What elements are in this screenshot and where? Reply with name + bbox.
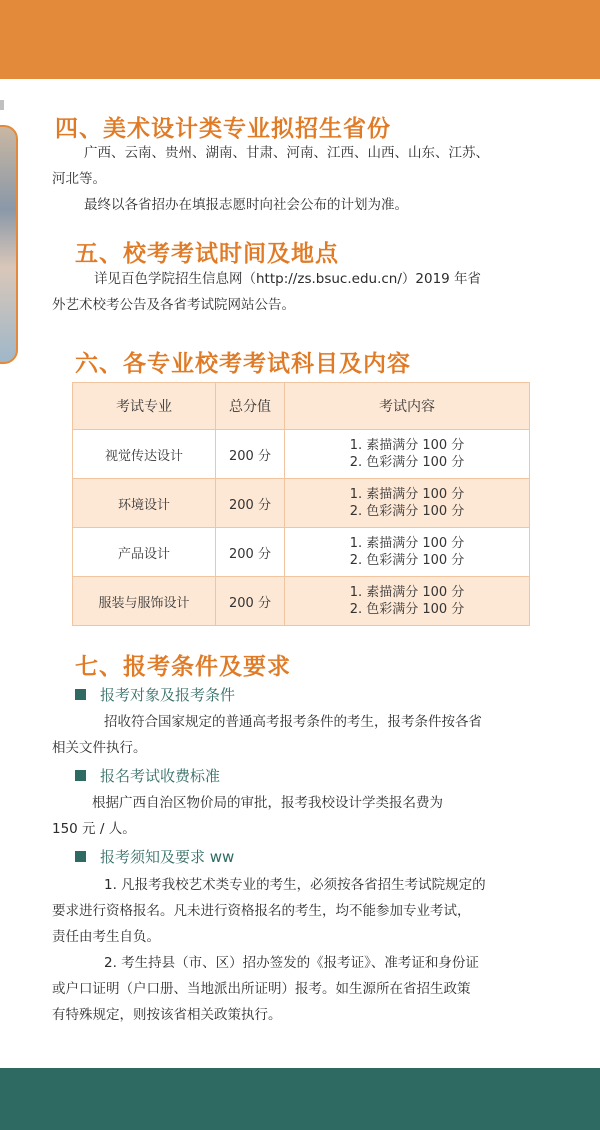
table-row (73, 430, 530, 479)
subsection-title: 报名考试收费标准 (100, 767, 221, 785)
body-line: 要求进行资格报名。凡未进行资格报名的考生，均不能参加专业考试， (52, 903, 471, 919)
table-row (73, 479, 530, 528)
body-line: 1. 凡报考我校艺术类专业的考生，必须按各省招生考试院规定的 (104, 877, 486, 893)
section5-body (52, 266, 552, 318)
row-major: 服装与服饰设计 (73, 577, 216, 626)
section4-title: 四、美术设计类专业拟招生省份 (55, 116, 391, 142)
subsection-body (52, 709, 552, 761)
exam-subjects-table (72, 382, 530, 626)
section4-line3: 最终以各省招办在填报志愿时向社会公布的计划为准。 (84, 197, 408, 213)
section4-line2: 河北等。 (52, 171, 106, 187)
row-content (285, 430, 530, 479)
section5-line2: 外艺术校考公告及各省考试院网站公告。 (52, 297, 295, 313)
body-line: 150 元 / 人。 (52, 821, 136, 837)
section4-line1: 广西、云南、贵州、湖南、甘肃、河南、江西、山西、山东、江苏、 (84, 145, 489, 161)
table-header-row (73, 383, 530, 430)
subsection-title: 报考对象及报考条件 (100, 686, 236, 704)
section4-body (52, 140, 552, 218)
row-score: 200 分 (216, 479, 285, 528)
content-item: 2. 色彩满分 100 分 (349, 553, 465, 568)
row-score: 200 分 (216, 528, 285, 577)
body-line: 责任由考生自负。 (52, 929, 160, 945)
subsection-body (52, 790, 552, 842)
top-banner (0, 0, 600, 79)
row-score: 200 分 (216, 577, 285, 626)
side-photo (0, 125, 18, 364)
header-major: 考试专业 (73, 383, 216, 430)
content-item: 1. 素描满分 100 分 (349, 438, 465, 453)
row-major: 视觉传达设计 (73, 430, 216, 479)
content-item: 1. 素描满分 100 分 (349, 536, 465, 551)
section7-title: 七、报考条件及要求 (75, 654, 291, 680)
body-line: 有特殊规定，则按该省相关政策执行。 (52, 1007, 282, 1023)
body-line: 招收符合国家规定的普通高考报考条件的考生，报考条件按各省 (104, 714, 482, 730)
bottom-banner (0, 1068, 600, 1130)
row-major: 环境设计 (73, 479, 216, 528)
subsection-body (52, 872, 552, 1028)
body-line: 根据广西自治区物价局的审批，报考我校设计学类报名费为 (92, 795, 443, 811)
content-item: 2. 色彩满分 100 分 (349, 504, 465, 519)
body-line: 2. 考生持县（市、区）招办签发的《报考证》、准考证和身份证 (104, 955, 479, 971)
subsection-title: 报考须知及要求 ww (100, 848, 235, 866)
content-item: 2. 色彩满分 100 分 (349, 602, 465, 617)
side-tab-mark (0, 100, 4, 110)
row-content (285, 577, 530, 626)
square-bullet-icon (75, 689, 86, 700)
header-content: 考试内容 (285, 383, 530, 430)
row-major: 产品设计 (73, 528, 216, 577)
content-item: 1. 素描满分 100 分 (349, 487, 465, 502)
section6-title: 六、各专业校考考试科目及内容 (75, 351, 411, 377)
subsection-heading (75, 684, 235, 705)
square-bullet-icon (75, 770, 86, 781)
header-score: 总分值 (216, 383, 285, 430)
content-item: 2. 色彩满分 100 分 (349, 455, 465, 470)
table-row (73, 528, 530, 577)
square-bullet-icon (75, 851, 86, 862)
section5-title: 五、校考考试时间及地点 (75, 241, 339, 267)
table-row (73, 577, 530, 626)
row-content (285, 528, 530, 577)
section5-line1: 详见百色学院招生信息网（http://zs.bsuc.edu.cn/）2019 年省 (94, 271, 482, 287)
body-line: 或户口证明（户口册、当地派出所证明）报考。如生源所在省招生政策 (52, 981, 471, 997)
body-line: 相关文件执行。 (52, 740, 147, 756)
row-score: 200 分 (216, 430, 285, 479)
subsection-heading (75, 846, 234, 867)
content-item: 1. 素描满分 100 分 (349, 585, 465, 600)
subsection-heading (75, 765, 220, 786)
row-content (285, 479, 530, 528)
